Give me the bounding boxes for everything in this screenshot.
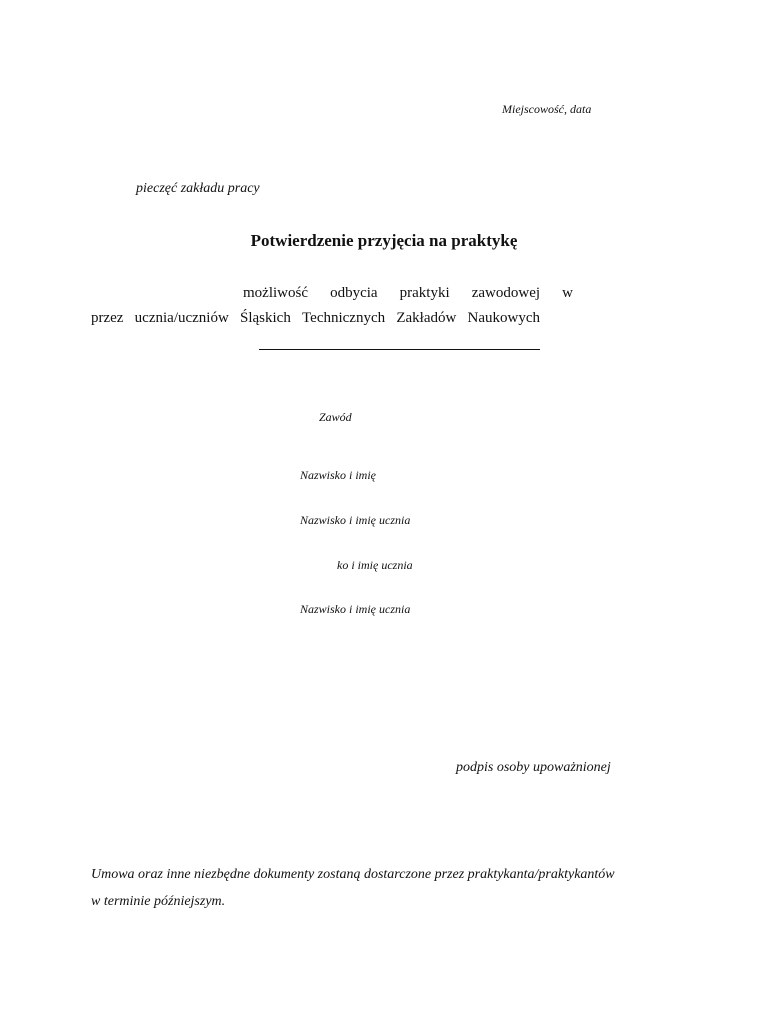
- student-name-label-4: Nazwisko i imię ucznia: [300, 602, 411, 616]
- body-word: odbycia: [330, 285, 378, 301]
- body-word: Naukowych: [467, 310, 540, 326]
- fill-in-line: [259, 349, 540, 350]
- body-word: Śląskich: [240, 310, 291, 326]
- signature-label: podpis osoby upoważnionej: [456, 760, 611, 775]
- place-date-label: Miejscowość, data: [502, 102, 592, 116]
- body-line-1: [243, 285, 573, 302]
- student-name-label-2: Nazwisko i imię ucznia: [300, 513, 411, 527]
- body-word: w: [562, 285, 573, 301]
- body-word: możliwość: [243, 285, 308, 301]
- body-word: przez: [91, 310, 124, 326]
- company-stamp-label: pieczęć zakładu pracy: [136, 181, 260, 196]
- student-name-label-1: Nazwisko i imię: [300, 468, 377, 482]
- body-line-2: [91, 310, 540, 327]
- document-title: Potwierdzenie przyjęcia na praktykę: [250, 231, 518, 250]
- body-word: zawodowej: [471, 285, 541, 301]
- profession-label: Zawód: [319, 410, 352, 424]
- body-word: praktyki: [399, 285, 450, 301]
- footer-note: [91, 861, 711, 915]
- footer-note-line-1: Umowa oraz inne niezbędne dokumenty zostaną dostarczone przez praktykanta/praktykantów: [91, 867, 615, 882]
- body-word: ucznia/uczniów: [134, 310, 229, 326]
- body-word: Technicznych: [302, 310, 386, 326]
- student-name-label-3: ko i imię ucznia: [337, 558, 413, 572]
- footer-note-line-2: w terminie późniejszym.: [91, 894, 226, 909]
- body-word: Zakładów: [396, 310, 457, 326]
